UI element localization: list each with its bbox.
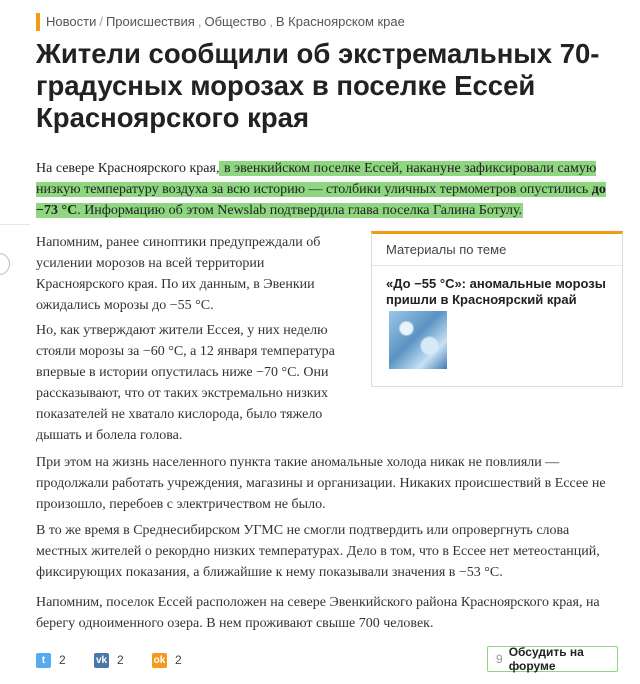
- breadcrumb-krasnoyarsk[interactable]: В Красноярском крае: [275, 14, 405, 29]
- lead-text: На севере Красноярского края,: [36, 161, 220, 176]
- breadcrumb-society[interactable]: Общество: [204, 14, 267, 29]
- share-count: 2: [175, 653, 182, 667]
- forum-button-label: Обсудить на форуме: [508, 645, 584, 673]
- share-odnoklassniki-button[interactable]: [152, 652, 182, 668]
- forum-comment-count: 9: [496, 652, 503, 666]
- breadcrumb-news[interactable]: Новости: [46, 14, 97, 29]
- lead-highlight-text: в эвенкийском поселке Ессей, накануне зафиксировали самую низкую температуру воздуха за всю историю — столбики уличных термометров опустились: [36, 161, 597, 197]
- lead-highlight-bold: до −73 °С: [36, 182, 606, 218]
- side-scroll-handle[interactable]: [0, 253, 10, 275]
- article-title: Жители сообщили об экстремальных 70-градусных морозах в поселке Ессей Красноярского края: [36, 38, 600, 133]
- breadcrumb-separator: ,: [197, 14, 202, 29]
- article-paragraph: В то же время в Среднесибирском УГМС не смогли подтвердить или опровергнуть слова местных жителей о рекордно низких температурах. Дело в том, что в Ессее нет метеостанций, фиксирующих показания, а ближайшие к нему показывали значения в −53 °С.: [36, 523, 600, 580]
- share-count: 2: [117, 653, 124, 667]
- related-article-thumbnail[interactable]: [389, 311, 447, 369]
- discuss-forum-button[interactable]: [487, 646, 618, 672]
- article-lead: [36, 158, 626, 221]
- divider: [0, 224, 30, 225]
- article-paragraph: Напомним, поселок Ессей расположен на севере Эвенкийского района Красноярского края, на берегу одноименного озера. В нем проживают свыше 700 человек.: [36, 595, 600, 631]
- share-vk-button[interactable]: [94, 652, 124, 668]
- article-paragraph: Напомним, ранее синоптики предупреждали об усилении морозов на всей территории Красноярского края. По их данным, в Эвенкии ожидались морозы до −55 °С.: [36, 235, 321, 313]
- breadcrumb-separator: ,: [269, 14, 273, 29]
- vk-icon: vk: [95, 654, 108, 666]
- article-paragraph: Но, как утверждают жители Ессея, у них неделю стояли морозы за −60 °С, а 12 января температура впервые в истории опустилась ниже −70 °С. Они рассказывают, что от таких экстремально низких показателей не хватало кислорода, было тяжело дышать и болела голова.: [36, 323, 335, 443]
- odnoklassniki-icon: ok: [153, 654, 166, 666]
- related-materials-box: [371, 231, 623, 387]
- share-twitter-button[interactable]: [36, 652, 66, 668]
- lead-highlight-end: . Информацию об этом Newslab подтвердила глава поселка Галина Ботулу.: [77, 203, 523, 218]
- breadcrumb-incidents[interactable]: Происшествия: [105, 14, 195, 29]
- article-paragraph: При этом на жизнь населенного пункта такие аномальные холода никак не повлияли — продолжали работать учреждения, магазины и организации. Никаких происшествий в Ессее не произошло, перебоев с электричеством не было.: [36, 455, 606, 512]
- share-count: 2: [59, 653, 66, 667]
- related-heading: Материалы по теме: [372, 234, 622, 266]
- breadcrumb: [36, 13, 405, 31]
- related-article-link[interactable]: «До −55 °С»: аномальные морозы пришли в Красноярский край: [386, 276, 606, 307]
- breadcrumb-separator: /: [99, 14, 103, 29]
- twitter-icon: t: [36, 653, 51, 668]
